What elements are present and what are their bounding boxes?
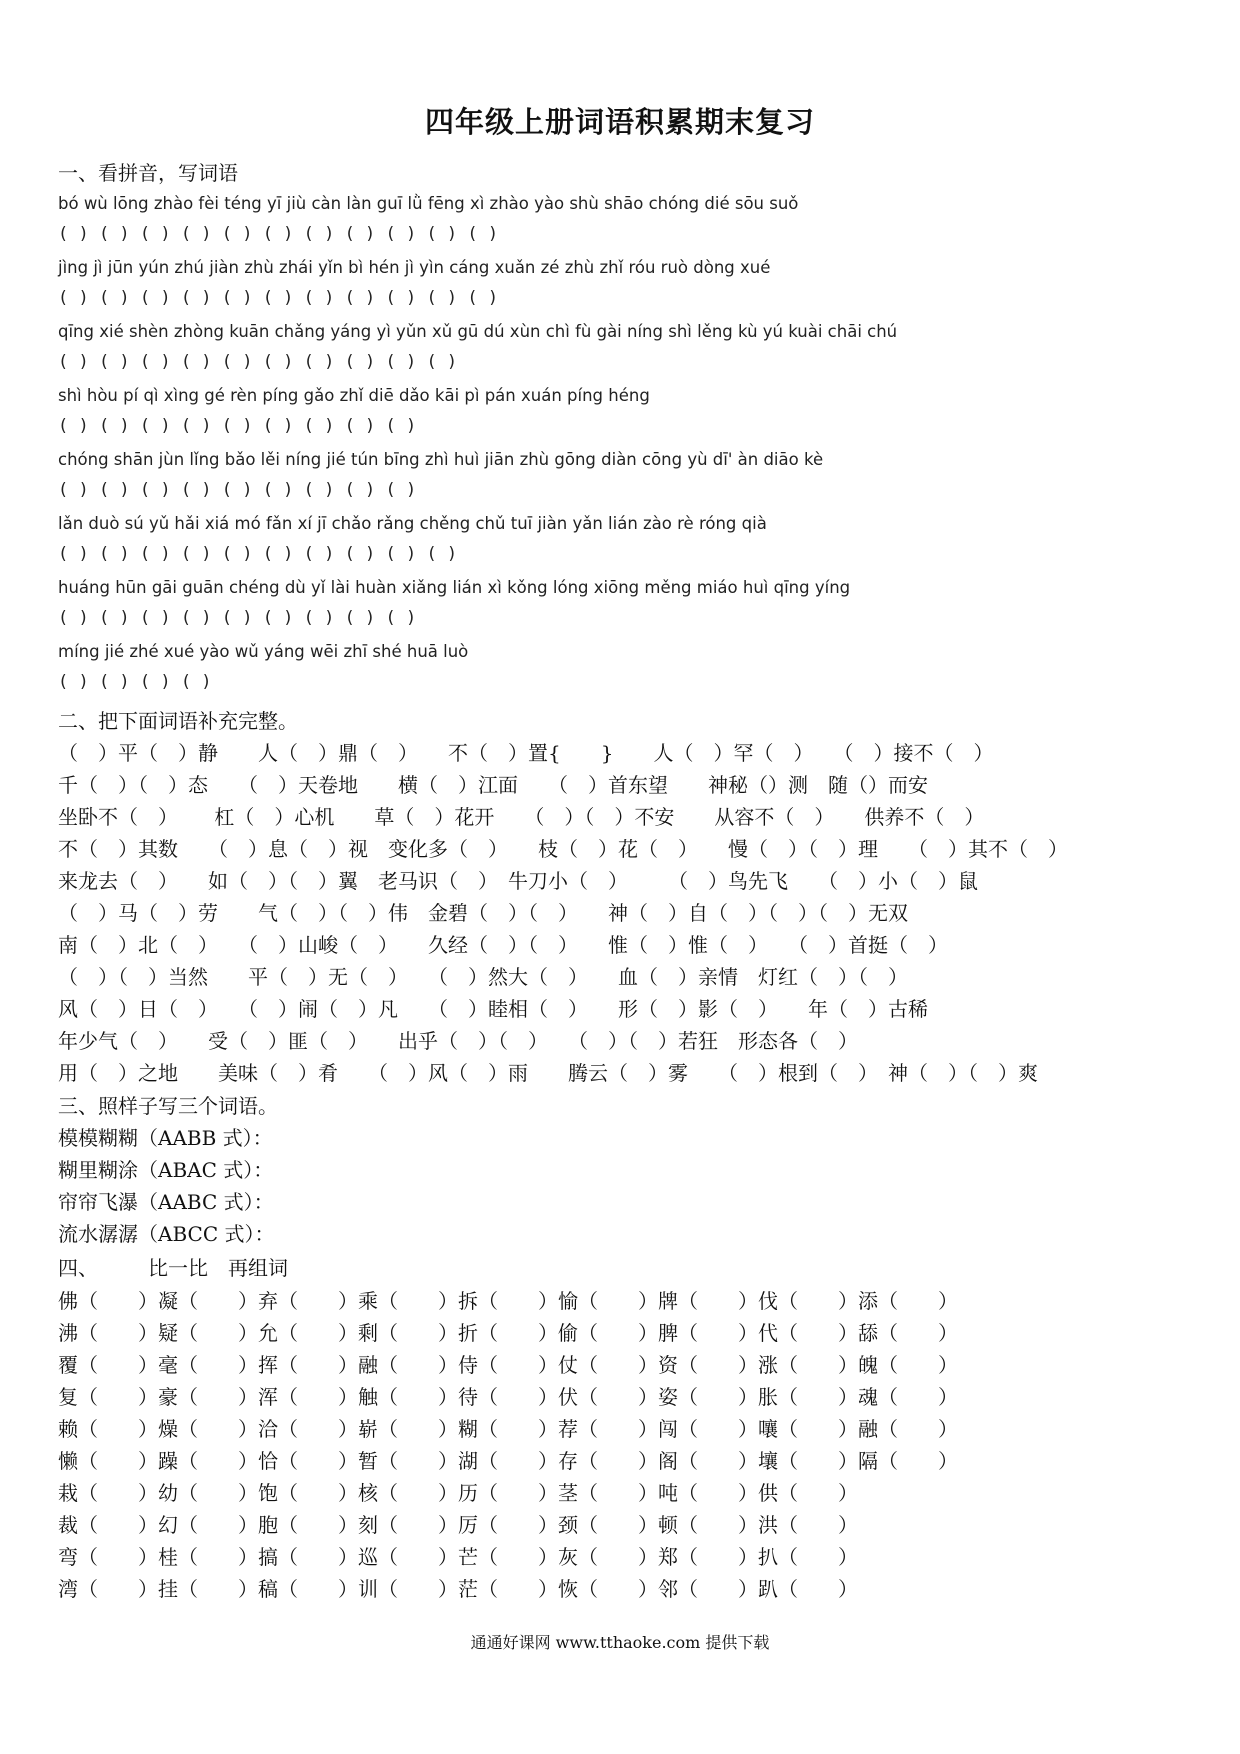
blank-line: ( ) ( ) ( ) ( ) ( ) ( ) ( ) ( ) ( ) (58, 416, 417, 436)
fill-row: 用（ ）之地 美味（ ）肴 （ ）风（ ）雨 腾云（ ）雾 （ ）根到（ ） 神（ ）（ ）爽 (58, 1061, 1038, 1085)
pinyin-line: míng jié zhé xué yào wǔ yáng wēi zhī shé huā luò (58, 642, 469, 661)
compare-row: 栽（ ）幼（ ）饱（ ）核（ ）历（ ）茎（ ）吨（ ）供（ ） (58, 1481, 858, 1505)
fill-row: 年少气（ ） 受（ ）匪（ ） 出乎（ ）（ ） （ ）（ ）若狂 形态各（ ） (58, 1029, 858, 1053)
footer-text: 通通好课网 www.tthaoke.com 提供下载 (470, 1633, 770, 1652)
section4-heading: 四、 比一比 再组词 (58, 1256, 288, 1280)
compare-row: 赖（ ）燥（ ）洽（ ）崭（ ）糊（ ）荐（ ）闯（ ）嚷（ ）融（ ） (58, 1417, 958, 1441)
fill-row: 坐卧不（ ） 杠（ ）心机 草（ ）花开 （ ）（ ）不安 从容不（ ） 供养不（ ） (58, 805, 985, 829)
fill-row: 千（ ）（ ）态 （ ）天卷地 横（ ）江面 （ ）首东望 神秘（）测 随（）而安 (58, 773, 928, 797)
fill-row: （ ）（ ）当然 平（ ）无（ ） （ ）然大（ ） 血（ ）亲情 灯红（ ）（ ） (58, 965, 908, 989)
blank-line: ( ) ( ) ( ) ( ) ( ) ( ) ( ) ( ) ( ) ( ) (58, 544, 458, 564)
compare-row: 佛（ ）凝（ ）弃（ ）乘（ ）拆（ ）愉（ ）牌（ ）伐（ ）添（ ） (58, 1289, 958, 1313)
pinyin-line: shì hòu pí qì xìng gé rèn píng gǎo zhǐ diē dǎo kāi pì pán xuán píng héng (58, 386, 650, 405)
pinyin-line: lǎn duò sú yǔ hǎi xiá mó fǎn xí jī chǎo rǎng chěng chǔ tuī jiàn yǎn lián zào rè róng qià (58, 514, 767, 533)
pinyin-line: bó wù lōng zhào fèi téng yī jiù càn làn guī lǜ fēng xì zhào yào shù shāo chóng dié sōu suǒ (58, 194, 799, 213)
fill-row: （ ）平（ ）静 人（ ）鼎（ ） 不（ ）置{ } 人（ ）罕（ ） （ ）接不（ ） (58, 741, 994, 765)
blank-line: ( ) ( ) ( ) ( ) ( ) ( ) ( ) ( ) ( ) ( ) ( ) (58, 224, 499, 244)
pinyin-line: huáng hūn gāi guān chéng dù yǐ lài huàn xiǎng lián xì kǒng lóng xiōng měng miáo huì qīng yíng (58, 578, 851, 597)
section1-heading: 一、看拼音，写词语 (58, 161, 238, 185)
pattern-item: 帘帘飞瀑（AABC 式）： (58, 1190, 274, 1214)
fill-row: 风（ ）日（ ） （ ）闹（ ）凡 （ ）睦相（ ） 形（ ）影（ ） 年（ ）古稀 (58, 997, 928, 1021)
fill-row: 南（ ）北（ ） （ ）山峻（ ） 久经（ ）（ ） 惟（ ）惟（ ） （ ）首挺（ ） (58, 933, 948, 957)
pattern-item: 糊里糊涂（ABAC 式）： (58, 1158, 274, 1182)
blank-line: ( ) ( ) ( ) ( ) ( ) ( ) ( ) ( ) ( ) (58, 480, 417, 500)
pinyin-line: chóng shān jùn lǐng bǎo lěi níng jié tún bīng zhì huì jiān zhù gōng diàn cōng yù dī' àn diāo kè (58, 450, 824, 469)
blank-line: ( ) ( ) ( ) ( ) ( ) ( ) ( ) ( ) ( ) ( ) ( ) (58, 288, 499, 308)
pinyin-line: qīng xié shèn zhòng kuān chǎng yáng yì yǔn xǔ gū dú xùn chì fù gài níng shì lěng kù yú kuài chāi chú (58, 322, 898, 341)
blank-line: ( ) ( ) ( ) ( ) ( ) ( ) ( ) ( ) ( ) ( ) (58, 352, 458, 372)
fill-row: 来龙去（ ） 如（ ）（ ）翼 老马识（ ） 牛刀小（ ） （ ）鸟先飞 （ ）小（ ）鼠 (58, 869, 978, 893)
compare-row: 弯（ ）桂（ ）搞（ ）巡（ ）芒（ ）灰（ ）郑（ ）扒（ ） (58, 1545, 858, 1569)
pattern-item: 流水潺潺（ABCC 式）： (58, 1222, 275, 1246)
page-title: 四年级上册词语积累期末复习 (424, 105, 815, 139)
blank-line: ( ) ( ) ( ) ( ) (58, 672, 212, 692)
compare-row: 裁（ ）幻（ ）胞（ ）刻（ ）厉（ ）颈（ ）顿（ ）洪（ ） (58, 1513, 858, 1537)
blank-line: ( ) ( ) ( ) ( ) ( ) ( ) ( ) ( ) ( ) (58, 608, 417, 628)
compare-row: 覆（ ）毫（ ）挥（ ）融（ ）侍（ ）仗（ ）资（ ）涨（ ）魄（ ） (58, 1353, 958, 1377)
pattern-item: 模模糊糊（AABB 式）： (58, 1126, 273, 1150)
section3-heading: 三、照样子写三个词语。 (58, 1094, 278, 1118)
fill-row: （ ）马（ ）劳 气（ ）（ ）伟 金碧（ ）（ ） 神（ ）自（ ）（ ）（ ）无双 (58, 901, 908, 925)
compare-row: 懒（ ）躁（ ）恰（ ）暂（ ）湖（ ）存（ ）阁（ ）壤（ ）隔（ ） (58, 1449, 958, 1473)
compare-row: 湾（ ）挂（ ）稿（ ）训（ ）茫（ ）恢（ ）邻（ ）趴（ ） (58, 1577, 858, 1601)
compare-row: 沸（ ）疑（ ）允（ ）剩（ ）折（ ）偷（ ）脾（ ）代（ ）舔（ ） (58, 1321, 958, 1345)
pinyin-line: jìng jì jūn yún zhú jiàn zhù zhái yǐn bì hén jì yìn cáng xuǎn zé zhù zhǐ róu ruò dòng xué (58, 258, 771, 277)
fill-row: 不（ ）其数 （ ）息（ ）视 变化多（ ） 枝（ ）花（ ） 慢（ ）（ ）理 （ ）其不（ ） (58, 837, 1068, 861)
compare-row: 复（ ）豪（ ）浑（ ）触（ ）待（ ）伏（ ）姿（ ）胀（ ）魂（ ） (58, 1385, 958, 1409)
section2-heading: 二、把下面词语补充完整。 (58, 709, 298, 733)
